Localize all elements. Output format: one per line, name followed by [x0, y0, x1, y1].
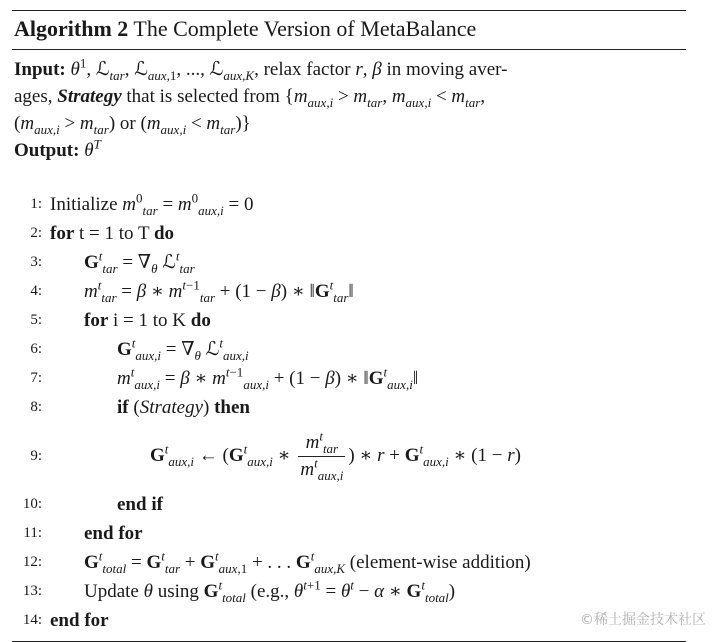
step-number: 2:: [30, 225, 42, 241]
algorithm-box: [12, 10, 686, 642]
step-2: 2: for t = 1 to T do: [12, 219, 686, 248]
step-14: 14: end for: [12, 606, 686, 635]
step-9: 9: $G^t_{aux,i}$ ← ($G^t_{aux,i}$ ∗ $\frac{m^t_{tar}}{m^t_{aux,i}}$ ) ∗ $r + G^t_{aux,i}$ ∗ (1 − r): [12, 422, 686, 490]
step-12: 12: $G^t_{total} = G^t_{tar} + G^t_{aux,1}$ + . . . $G^t_{aux,K}$ (element-wise addition): [12, 548, 686, 577]
step-number: 8:: [30, 399, 42, 415]
step-6: 6: $G^t_{aux,i} = \nabla_\theta$ ℒ$^t_{aux,i}$: [12, 335, 686, 364]
output-label: Output:: [14, 140, 80, 161]
watermark: ©稀土掘金技术社区: [580, 612, 706, 628]
step-3: 3: $G^t_{tar} = \nabla_\theta$ ℒ$^t_{tar}$: [12, 248, 686, 277]
algorithm-name: The Complete Version of MetaBalance: [133, 16, 477, 41]
ratio-fraction: $\frac{m^t_{tar}}{m^t_{aux,i}}$: [300, 428, 344, 483]
step-number: 3:: [30, 254, 42, 270]
algorithm-number: Algorithm 2: [14, 16, 129, 41]
step-number: 4:: [30, 283, 42, 299]
step-7: 7: $m^t_{aux,i} = \beta$ ∗ $m^{t-1}_{aux,i} + (1 - \beta)$ ∗ $‖G^t_{aux,i}‖$: [12, 364, 686, 393]
step-number: 14:: [22, 612, 42, 628]
step-1: 1: Initialize $m^0_{tar} = m^0_{aux,i} = 0$: [12, 190, 686, 219]
step-number: 13:: [22, 583, 42, 599]
input-label: Input:: [14, 59, 66, 80]
step-number: 9:: [30, 448, 42, 464]
algorithm-title: [12, 14, 686, 44]
step-4: 4: $m^t_{tar} = \beta$ ∗ $m^{t-1}_{tar} + (1 - \beta)$ ∗ $‖G^t_{tar}‖$: [12, 277, 686, 306]
step-number: 11:: [23, 525, 42, 541]
step-number: 5:: [30, 312, 42, 328]
step-11: 11: end for: [12, 519, 686, 548]
top-rule: [12, 10, 686, 11]
step-number: 1:: [30, 196, 42, 212]
input-line-1: Input: $\theta^1$, ℒ$_{tar}$, ℒ$_{aux,1}$, ..., ℒ$_{aux,K}$, relax factor r, β in moving aver-: [14, 55, 508, 83]
step-number: 10:: [22, 496, 42, 512]
input-section: [12, 56, 686, 164]
step-number: 7:: [30, 370, 42, 386]
algorithm-steps: [12, 190, 686, 635]
step-number: 12:: [22, 554, 42, 570]
step-8: 8: if (Strategy) then: [12, 393, 686, 422]
step-13: 13: Update θ using $G^t_{total}$ (e.g., $\theta^{t+1} = \theta^t - \alpha$ ∗ $G^t_{total}$): [12, 577, 686, 606]
title-rule: [12, 49, 686, 50]
input-line-3: $(m_{aux,i} > m_{tar})$ or $(m_{aux,i} < m_{tar})$}: [14, 113, 251, 137]
output-line: Output: $\theta^T$: [14, 136, 101, 161]
step-10: 10: end if: [12, 490, 686, 519]
step-5: 5: for i = 1 to K do: [12, 306, 686, 335]
input-line-2: ages, Strategy that is selected from {$m_{aux,i} > m_{tar}$, $m_{aux,i} < m_{tar}$,: [14, 86, 486, 110]
step-number: 6:: [30, 341, 42, 357]
